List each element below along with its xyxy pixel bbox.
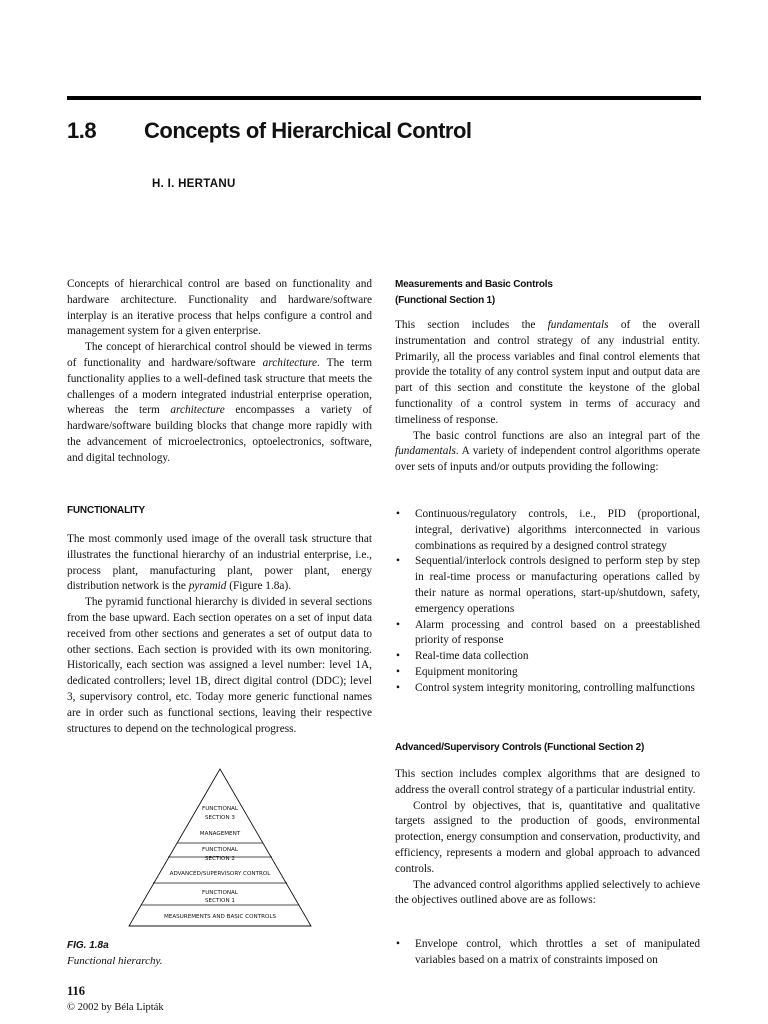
list-item: • Continuous/regulatory controls, i.e., PID (proportional, integral, derivative) algorithms interconnected in various combinations as required by a designed control strategy — [395, 507, 700, 554]
functional-hierarchy-pyramid — [127, 767, 313, 929]
section2-paragraph-1: This section includes complex algorithms that are designed to address the overall control strategy of a particular industrial entity. — [395, 768, 700, 796]
section-number: 1.8 — [67, 118, 97, 143]
section1-text — [395, 318, 700, 476]
list-item: • Real-time data collection — [395, 649, 700, 665]
intro-paragraph-2: The concept of hierarchical control should be viewed in terms of functionality and hardware/software architecture. The term functionality applies to a well-defined task structure that meets the challenges of a modern integrated industrial enterprise operation, whereas the term architecture encompasses a variety of hardware/software building blocks that change more rapidly with the advancement of microelectronics, optoelectronics, software, and digital technology. — [67, 341, 372, 464]
list-item: • Control system integrity monitoring, controlling malfunctions — [395, 681, 700, 697]
author-name: H. I. HERTANU — [152, 178, 236, 190]
figure-caption: Functional hierarchy. — [67, 955, 163, 967]
pyramid-label-section3-line1: FUNCTIONAL — [202, 806, 238, 812]
functionality-paragraph-2: The pyramid functional hierarchy is divided in several sections from the base upward. Each section operates on a set of input data received from other sections and generates a set of output data to other sections. Each section is provided with its own monitoring. Historically, each section was assigned a level number: level 1A, dedicated controllers; level 1B, direct digital control (DDC); level 3, supervisory control, etc. Today more generic functional names are in order such as functional sections, leaving their respective structures to depend on the technological progress. — [67, 596, 372, 735]
section-title: Concepts of Hierarchical Control — [144, 118, 472, 143]
pyramid-label-section1-line2: SECTION 1 — [205, 898, 235, 904]
pyramid-label-section1-line1: FUNCTIONAL — [202, 890, 238, 896]
advanced-controls-list — [395, 937, 700, 969]
list-item: • Equipment monitoring — [395, 665, 700, 681]
page-number: 116 — [67, 984, 86, 998]
heading-functional-section-2: Advanced/Supervisory Controls (Functional Section 2) — [395, 742, 645, 753]
section1-paragraph-2: The basic control functions are also an integral part of the fundamentals. A variety of independent control algorithms operate over sets of inputs and/or outputs providing the following: — [395, 429, 700, 474]
list-item: • Envelope control, which throttles a set of manipulated variables based on a matrix of constraints imposed on — [395, 937, 700, 969]
heading-functional-section-1 — [395, 277, 700, 309]
section-top-rule — [67, 96, 701, 100]
intro-text — [67, 277, 372, 467]
list-item: • Alarm processing and control based on a preestablished priority of response — [395, 618, 700, 650]
pyramid-label-section2-line2: SECTION 2 — [205, 856, 235, 862]
heading-functional-section-1-line1: Measurements and Basic Controls — [395, 279, 553, 290]
pyramid-label-section2-line1: FUNCTIONAL — [202, 847, 238, 853]
pyramid-label-section3-line2: SECTION 3 — [205, 815, 235, 821]
pyramid-label-basic: MEASUREMENTS AND BASIC CONTROLS — [163, 914, 277, 920]
basic-controls-list — [395, 507, 700, 697]
list-item: • Sequential/interlock controls designed to perform step by step in real-time process or manufacturing operations called by their nature as normal operations, start-up/shutdown, safety, emergency operations — [395, 554, 700, 617]
functionality-paragraph-1: The most commonly used image of the overall task structure that illustrates the functional hierarchy of an industrial enterprise, i.e., process plant, manufacturing plant, power plant, energy distribution network is the pyramid (Figure 1.8a). — [67, 533, 372, 593]
heading-functional-section-1-line2: (Functional Section 1) — [395, 294, 496, 306]
pyramid-label-management: MANAGEMENT — [199, 831, 241, 837]
intro-paragraph-1: Concepts of hierarchical control are based on functionality and hardware architecture. Functionality and hardware/software interplay is an iterative process that helps configure a control and management system for a given enterprise. — [67, 278, 372, 338]
section2-paragraph-2: Control by objectives, that is, quantitative and qualitative targets assigned to the production of goods, environmental protection, energy consumption and conservation, productivity, and efficiency, represents a modern and global approach to advanced controls. — [395, 799, 700, 875]
figure-label: FIG. 1.8a — [67, 940, 109, 951]
functionality-text — [67, 532, 372, 737]
section1-paragraph-1: This section includes the fundamentals of the overall instrumentation and control strategy of any industrial entity. Primarily, all the process variables and final control elements that provide the totality of any control system input and output data are part of this section and constitute the keystone of the global functionality of a control system in terms of accuracy and timeliness of response. — [395, 319, 700, 426]
copyright-notice: © 2002 by Béla Lipták — [67, 1002, 164, 1013]
section2-text — [395, 767, 700, 909]
section2-paragraph-3: The advanced control algorithms applied selectively to achieve the objectives outlined above are as follows: — [395, 878, 700, 907]
functionality-heading: FUNCTIONALITY — [67, 505, 145, 516]
pyramid-label-advanced: ADVANCED/SUPERVISORY CONTROL — [169, 871, 271, 877]
